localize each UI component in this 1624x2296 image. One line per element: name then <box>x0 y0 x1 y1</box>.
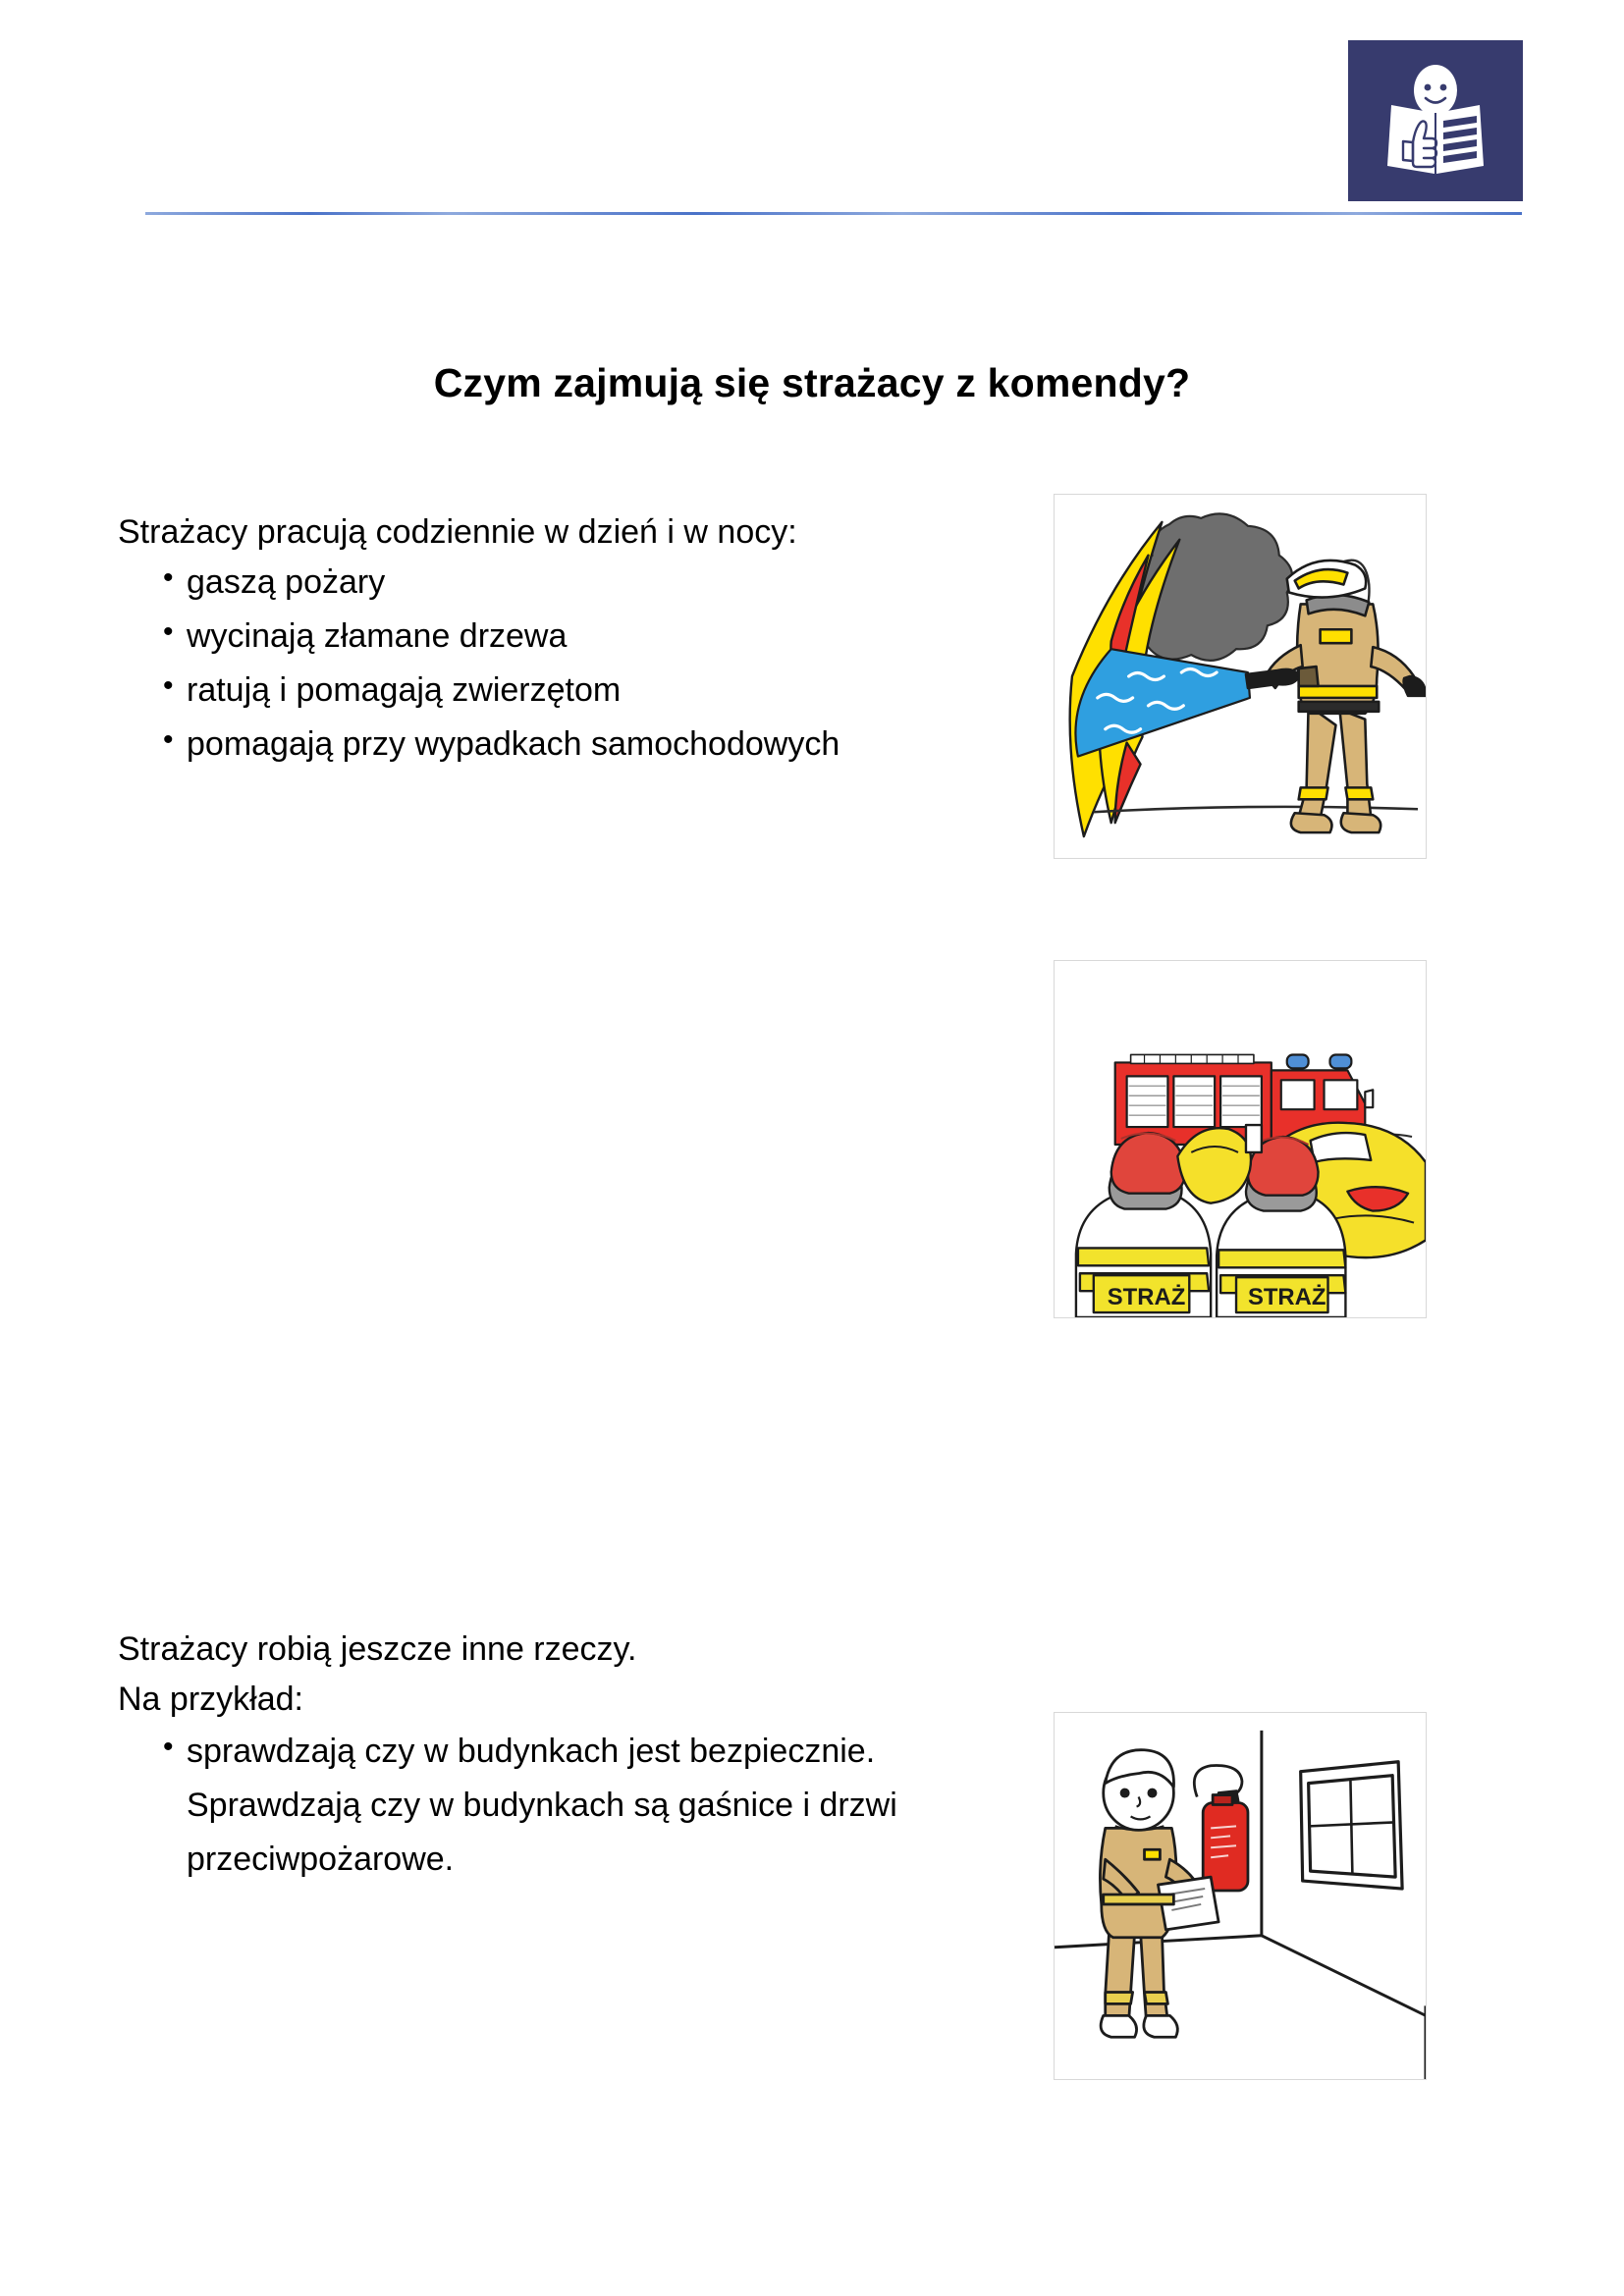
list-item: • gaszą pożary <box>118 556 1041 610</box>
list-item: • ratują i pomagają zwierzętom <box>118 664 1041 718</box>
page-title: Czym zajmują się strażacy z komendy? <box>433 360 1191 406</box>
easy-to-read-logo <box>1348 40 1523 201</box>
other-duties-list <box>118 1725 1051 1887</box>
vest-label-left: STRAŻ <box>1107 1284 1186 1311</box>
car-accident-illustration-icon <box>1055 961 1426 1317</box>
page-header <box>0 0 1624 226</box>
secondary-intro-line-2: Na przykład: <box>118 1681 303 1718</box>
secondary-intro-line-1: Strażacy robią jeszcze inne rzeczy. <box>118 1630 637 1668</box>
figure-firefighter-building-inspection <box>1054 1712 1427 2080</box>
main-text-column <box>118 510 1041 772</box>
lead-paragraph: Strażacy pracują codziennie w dzień i w nocy: <box>118 513 797 551</box>
list-item: • sprawdzają czy w budynkach jest bezpiecznie. Sprawdzają czy w budynkach są gaśnice i drzwi przeciwpożarowe. <box>118 1725 1051 1887</box>
duties-list <box>118 556 1041 772</box>
figure-firefighter-extinguishing-fire <box>1054 494 1427 859</box>
list-item: • wycinają złamane drzewa <box>118 610 1041 664</box>
firefighter-fire-illustration-icon <box>1055 495 1426 858</box>
secondary-text-column <box>118 1625 1051 1887</box>
figure-firefighters-car-accident <box>1054 960 1427 1318</box>
building-inspection-illustration-icon <box>1055 1713 1426 2079</box>
list-item: • pomagają przy wypadkach samochodowych <box>118 718 1041 772</box>
vest-label-right: STRAŻ <box>1247 1284 1326 1311</box>
easy-to-read-logo-icon <box>1348 40 1523 201</box>
header-divider-rule <box>145 212 1522 215</box>
